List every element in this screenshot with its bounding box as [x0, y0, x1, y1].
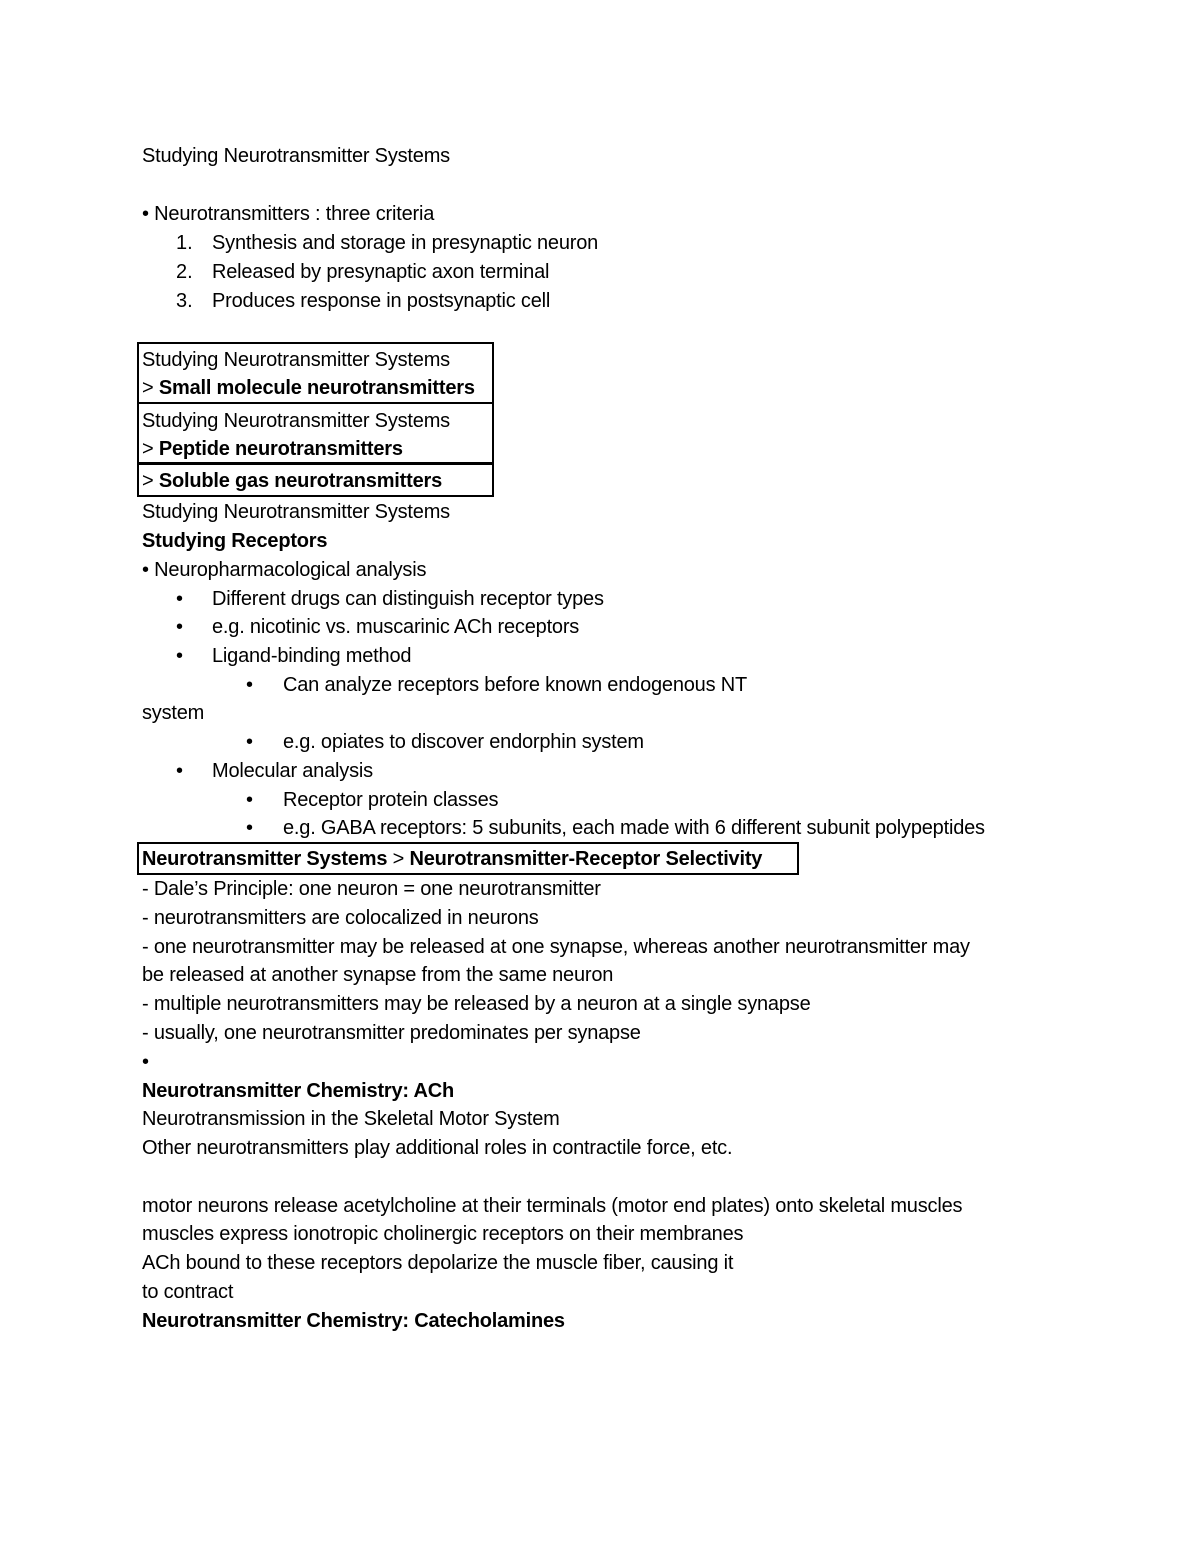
receptors-item-ligand: Ligand-binding method [212, 645, 412, 667]
ach-line-5: ACh bound to these receptors depolarize the muscle fiber, causing it [142, 1252, 734, 1274]
receptors-item-nicotinic: e.g. nicotinic vs. muscarinic ACh receptors [212, 616, 580, 638]
ach-line-2: Other neurotransmitters play additional roles in contractile force, etc. [142, 1137, 733, 1159]
bullet-3a: • [246, 674, 254, 696]
receptors-item-drugs: Different drugs can distinguish receptor types [212, 588, 604, 610]
selectivity-line-5: - multiple neurotransmitters may be released by a neuron at a single synapse [142, 993, 811, 1015]
selectivity-line-2: - neurotransmitters are colocalized in neurons [142, 907, 539, 929]
bullet-4a: • [246, 789, 254, 811]
receptors-subitem-opiates: e.g. opiates to discover endorphin system [283, 731, 644, 753]
bullet-3: • [176, 645, 184, 667]
selectivity-line-1: - Dale’s Principle: one neuron = one neurotransmitter [142, 878, 601, 900]
small-molecule-box-subtitle: > Small molecule neurotransmitters [142, 377, 475, 399]
bullet-4b: • [246, 817, 254, 839]
bullet-3b: • [246, 731, 254, 753]
criteria-number-2: 2. [176, 261, 193, 283]
criteria-number-1: 1. [176, 232, 193, 254]
ach-line-1: Neurotransmission in the Skeletal Motor System [142, 1108, 560, 1130]
receptors-intro: • Neuropharmacological analysis [142, 559, 427, 581]
catecholamines-heading: Neurotransmitter Chemistry: Catecholamines [142, 1310, 565, 1332]
criteria-item-1: Synthesis and storage in presynaptic neuron [212, 232, 599, 254]
receptors-subitem-gaba: e.g. GABA receptors: 5 subunits, each made with 6 different subunit polypeptides [283, 817, 985, 839]
peptide-box-title: Studying Neurotransmitter Systems [142, 410, 450, 432]
receptors-subitem-endogenous-wrap: system [142, 702, 205, 724]
bullet-1: • [176, 588, 184, 610]
receptors-heading: Studying Receptors [142, 530, 328, 552]
selectivity-line-4: be released at another synapse from the same neuron [142, 964, 614, 986]
ach-line-6: to contract [142, 1281, 234, 1303]
soluble-gas-box-subtitle: > Soluble gas neurotransmitters [142, 470, 442, 492]
ach-line-3: motor neurons release acetylcholine at their terminals (motor end plates) onto skeletal muscles [142, 1195, 963, 1217]
peptide-box-subtitle: > Peptide neurotransmitters [142, 438, 403, 460]
selectivity-box-title: Neurotransmitter Systems > Neurotransmitter-Receptor Selectivity [142, 848, 763, 870]
empty-bullet: • [142, 1051, 149, 1073]
criteria-item-2: Released by presynaptic axon terminal [212, 261, 550, 283]
document-title: Studying Neurotransmitter Systems [142, 145, 450, 167]
bullet-2: • [176, 616, 184, 638]
selectivity-line-6: - usually, one neurotransmitter predominates per synapse [142, 1022, 641, 1044]
small-molecule-box-title: Studying Neurotransmitter Systems [142, 349, 450, 371]
receptors-item-molecular: Molecular analysis [212, 760, 373, 782]
bullet-4: • [176, 760, 184, 782]
criteria-item-3: Produces response in postsynaptic cell [212, 290, 551, 312]
ach-line-4: muscles express ionotropic cholinergic receptors on their membranes [142, 1223, 744, 1245]
receptors-subitem-endogenous: Can analyze receptors before known endogenous NT [283, 674, 748, 696]
ach-heading: Neurotransmitter Chemistry: ACh [142, 1080, 455, 1102]
criteria-intro: • Neurotransmitters : three criteria [142, 203, 435, 225]
selectivity-line-3: - one neurotransmitter may be released at one synapse, whereas another neurotransmitter may [142, 936, 970, 958]
receptors-section-title: Studying Neurotransmitter Systems [142, 501, 450, 523]
criteria-number-3: 3. [176, 290, 193, 312]
receptors-subitem-classes: Receptor protein classes [283, 789, 499, 811]
